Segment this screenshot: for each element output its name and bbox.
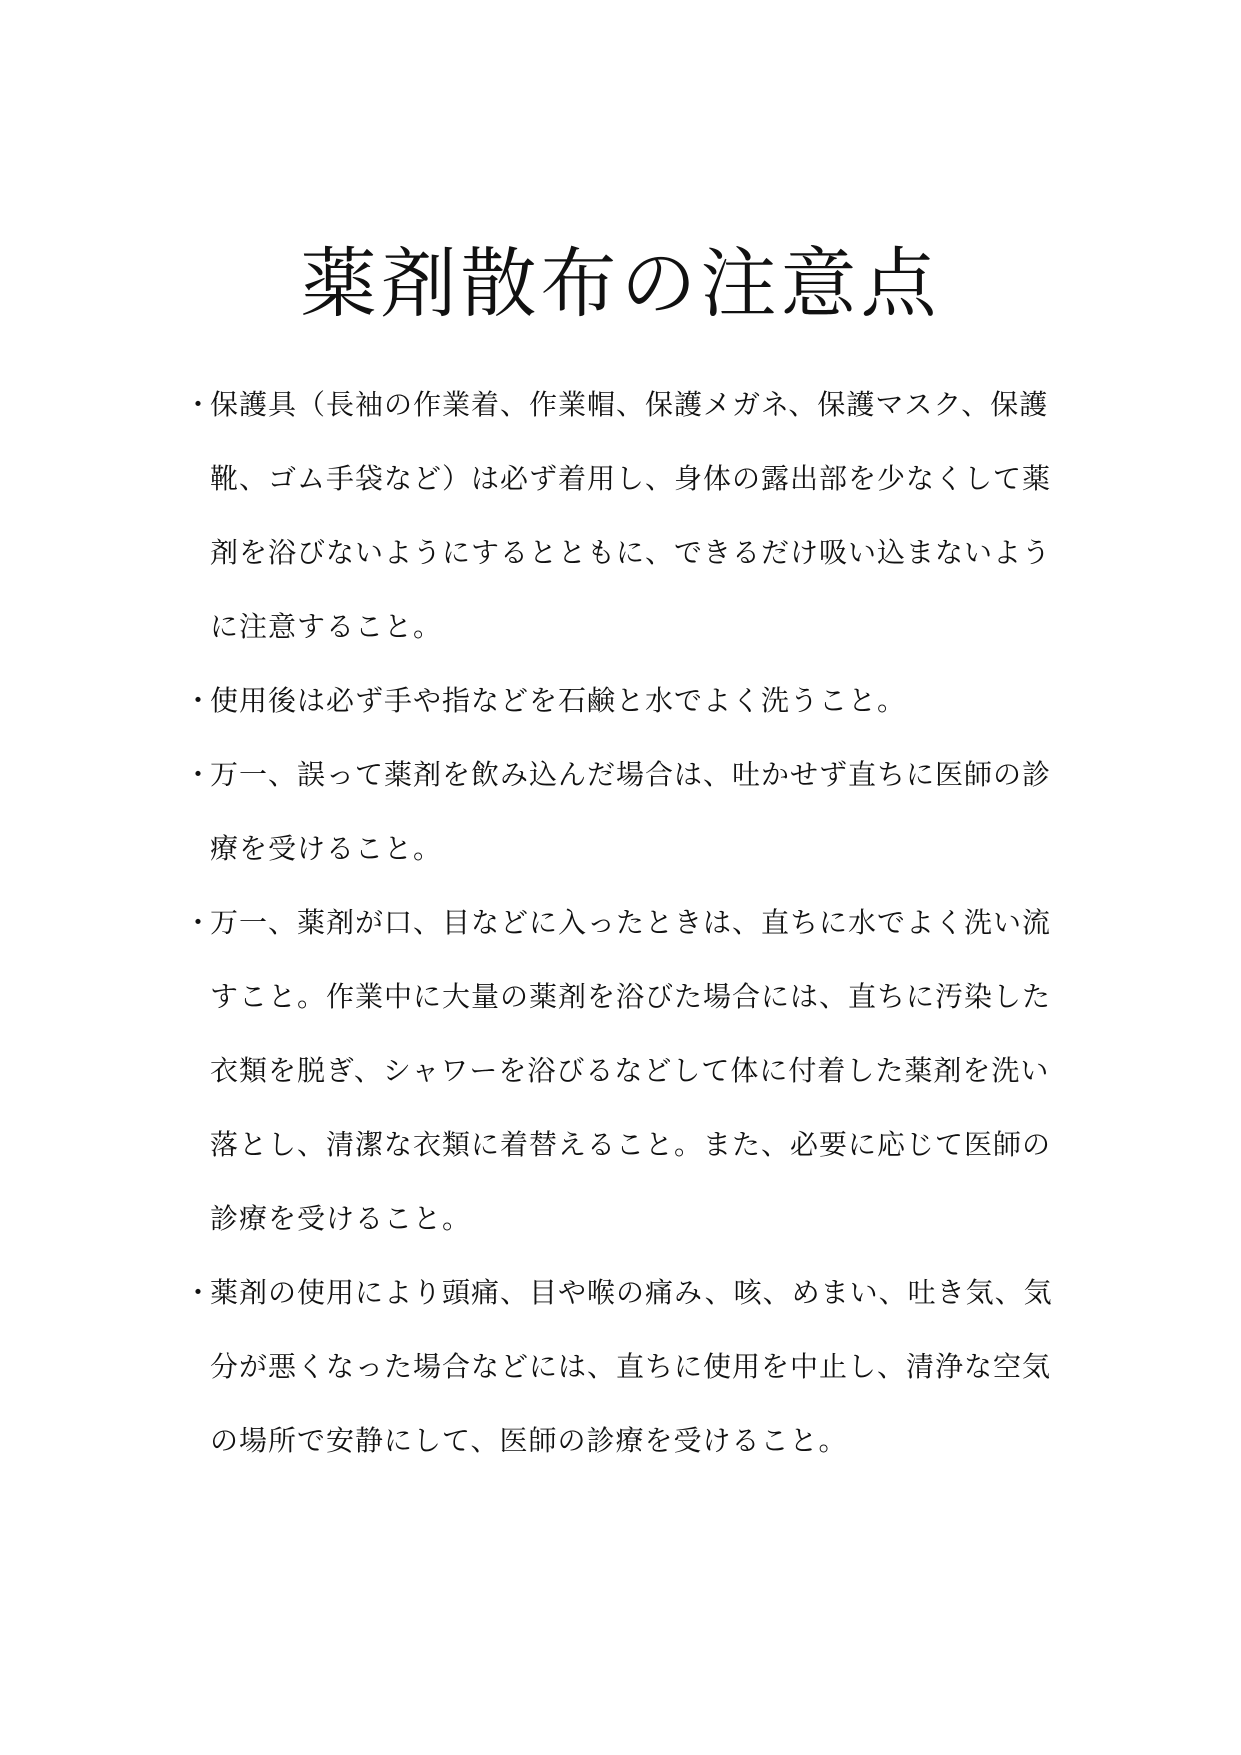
list-item [184,738,1064,886]
bullet-mark: ・ [184,1276,214,1309]
bullet-mark: ・ [184,758,214,791]
document-title: 薬剤散布の注意点 [300,239,941,328]
precaution-list [184,368,1064,1478]
list-item [184,664,1064,738]
list-item [184,1256,1064,1478]
bullet-mark: ・ [184,388,214,421]
list-item [184,368,1064,664]
list-item-text: 薬剤の使用により頭痛、目や喉の痛み、咳、めまい、吐き気、気分が悪くなった場合などには、直ちに使用を中止し、清浄な空気の場所で安静にして、医師の診療を受けること。 [210,1276,1053,1457]
list-item-text: 万一、誤って薬剤を飲み込んだ場合は、吐かせず直ちに医師の診療を受けること。 [210,758,1052,865]
list-item-text: 万一、薬剤が口、目などに入ったときは、直ちに水でよく洗い流すこと。作業中に大量の薬剤を浴びた場合には、直ちに汚染した衣類を脱ぎ、シャワーを浴びるなどして体に付着した薬剤を洗い落とし、清潔な衣類に着替えること。また、必要に応じて医師の診療を受けること。 [210,906,1052,1235]
bullet-mark: ・ [184,684,214,717]
list-item [184,886,1064,1256]
list-item-text: 保護具（長袖の作業着、作業帽、保護メガネ、保護マスク、保護靴、ゴム手袋など）は必ず着用し、身体の露出部を少なくして薬剤を浴びないようにするとともに、できるだけ吸い込まないように注意すること。 [210,388,1052,643]
list-item-text: 使用後は必ず手や指などを石鹸と水でよく洗うこと。 [210,684,907,717]
bullet-mark: ・ [184,906,214,939]
